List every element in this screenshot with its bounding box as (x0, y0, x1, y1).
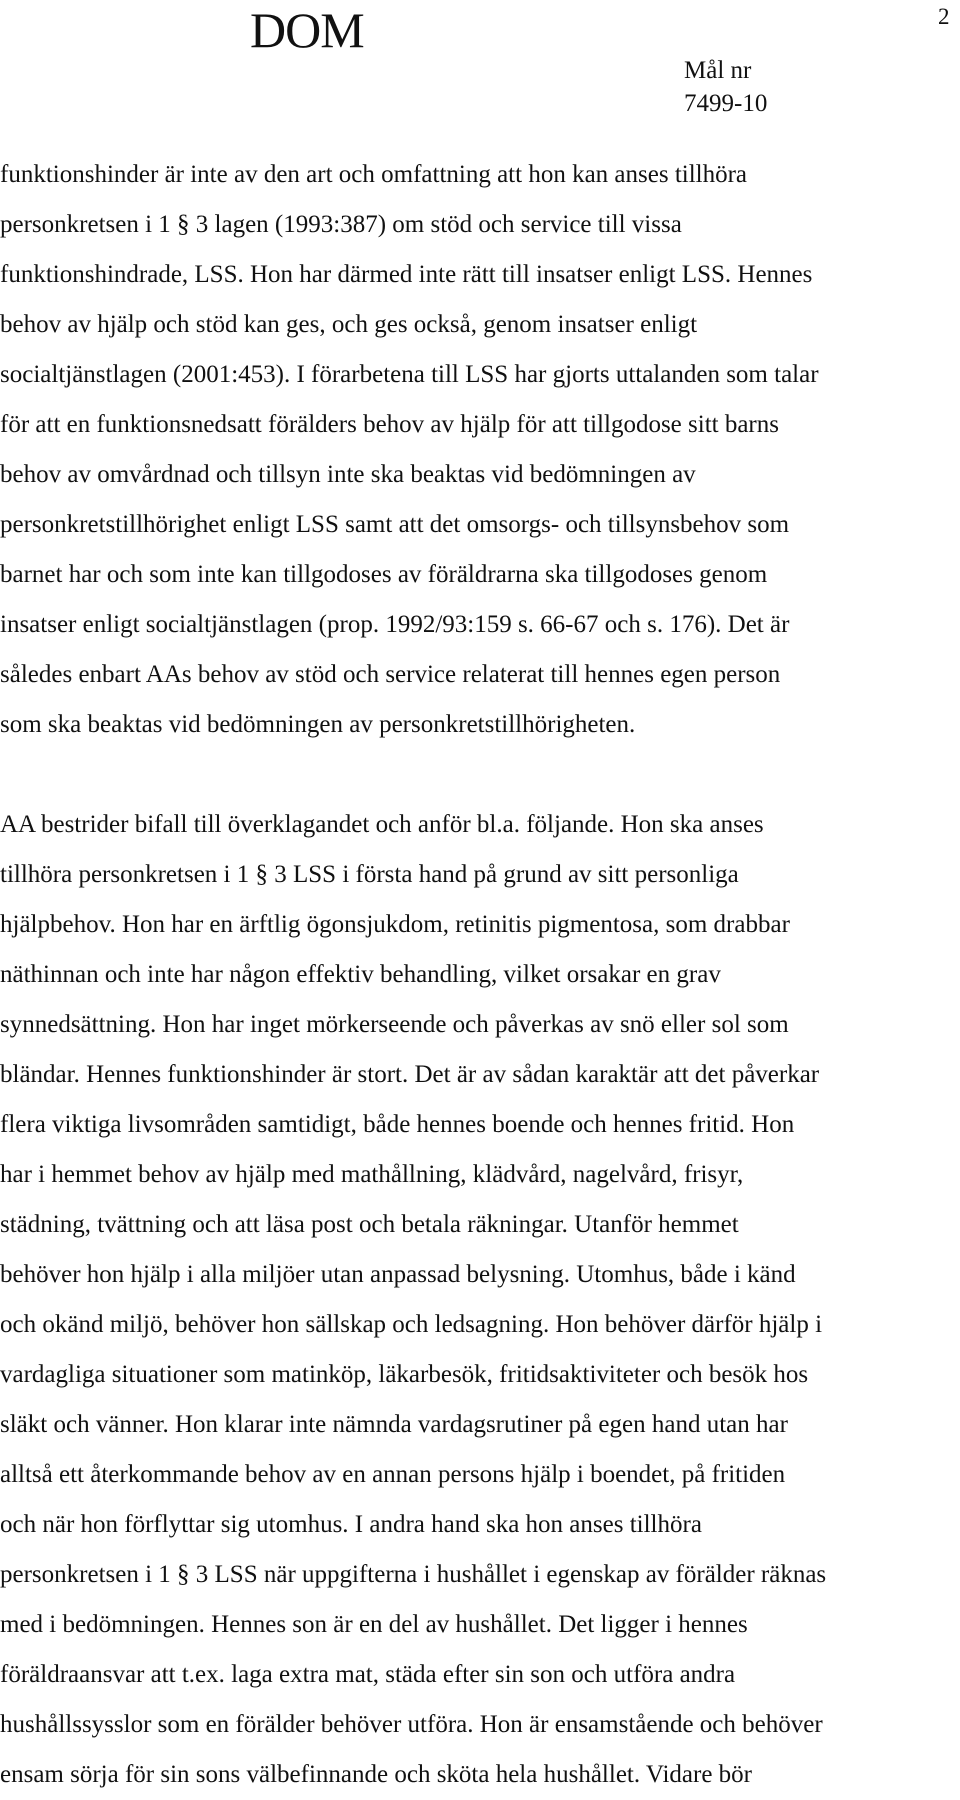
text-line: socialtjänstlagen (2001:453). I förarbetena till LSS har gjorts uttalanden som talar (0, 361, 819, 388)
text-line: funktionshindrade, LSS. Hon har därmed inte rätt till insatser enligt LSS. Hennes (0, 261, 813, 288)
text-line: alltså ett återkommande behov av en annan persons hjälp i boendet, på fritiden (0, 1461, 786, 1488)
paragraph-aa-position (0, 800, 960, 1800)
text-line: AA bestrider bifall till överklagandet och anför bl.a. följande. Hon ska anses (0, 811, 764, 838)
document-body (0, 150, 960, 1800)
text-line: släkt och vänner. Hon klarar inte nämnda vardagsrutiner på egen hand utan har (0, 1411, 788, 1438)
text-line: bländar. Hennes funktionshinder är stort. Det är av sådan karaktär att det påverkar (0, 1061, 820, 1088)
text-line: funktionshinder är inte av den art och omfattning att hon kan anses tillhöra (0, 161, 748, 188)
text-line: hjälpbehov. Hon har en ärftlig ögonsjukdom, retinitis pigmentosa, som drabbar (0, 911, 790, 938)
case-number-value: 7499-10 (684, 90, 768, 117)
text-line: således enbart AAs behov av stöd och service relaterat till hennes egen person (0, 661, 781, 688)
text-line: personkretsen i 1 § 3 lagen (1993:387) om stöd och service till vissa (0, 211, 682, 238)
text-line: som ska beaktas vid bedömningen av personkretstillhörigheten. (0, 711, 636, 738)
text-line: insatser enligt socialtjänstlagen (prop. 1992/93:159 s. 66-67 och s. 176). Det är (0, 611, 790, 638)
text-line: med i bedömningen. Hennes son är en del av hushållet. Det ligger i hennes (0, 1611, 748, 1638)
text-line: synnedsättning. Hon har inget mörkerseende och påverkas av snö eller sol som (0, 1011, 789, 1038)
text-line: behov av hjälp och stöd kan ges, och ges också, genom insatser enligt (0, 311, 698, 338)
text-line: behov av omvårdnad och tillsyn inte ska beaktas vid bedömningen av (0, 461, 696, 488)
text-line: flera viktiga livsområden samtidigt, både hennes boende och hennes fritid. Hon (0, 1111, 795, 1138)
paragraph-agency-position (0, 150, 960, 750)
case-number-block (684, 54, 767, 120)
case-number-label: Mål nr (684, 57, 752, 84)
text-line: personkretsen i 1 § 3 LSS när uppgifterna i hushållet i egenskap av förälder räknas (0, 1561, 827, 1588)
text-line: ensam sörja för sin sons välbefinnande och sköta hela hushållet. Vidare bör (0, 1761, 753, 1788)
text-line: städning, tvättning och att läsa post och betala räkningar. Utanför hemmet (0, 1211, 739, 1238)
text-line: och när hon förflyttar sig utomhus. I andra hand ska hon anses tillhöra (0, 1511, 702, 1538)
text-line: vardagliga situationer som matinköp, läkarbesök, fritidsaktiviteter och besök hos (0, 1361, 809, 1388)
text-line: och okänd miljö, behöver hon sällskap och ledsagning. Hon behöver därför hjälp i (0, 1311, 823, 1338)
text-line: behöver hon hjälp i alla miljöer utan anpassad belysning. Utomhus, både i känd (0, 1261, 796, 1288)
text-line: hushållssysslor som en förälder behöver utföra. Hon är ensamstående och behöver (0, 1711, 823, 1738)
page-number: 2 (938, 4, 950, 29)
text-line: tillhöra personkretsen i 1 § 3 LSS i första hand på grund av sitt personliga (0, 861, 739, 888)
text-line: för att en funktionsnedsatt förälders behov av hjälp för att tillgodose sitt barns (0, 411, 779, 438)
text-line: föräldraansvar att t.ex. laga extra mat, städa efter sin son och utföra andra (0, 1661, 736, 1688)
paragraph-spacer (0, 750, 960, 800)
document-title: DOM (250, 2, 364, 58)
text-line: näthinnan och inte har någon effektiv behandling, vilket orsakar en grav (0, 961, 721, 988)
text-line: har i hemmet behov av hjälp med mathållning, klädvård, nagelvård, frisyr, (0, 1161, 744, 1188)
text-line: personkretstillhörighet enligt LSS samt att det omsorgs- och tillsynsbehov som (0, 511, 790, 538)
text-line: barnet har och som inte kan tillgodoses av föräldrarna ska tillgodoses genom (0, 561, 768, 588)
